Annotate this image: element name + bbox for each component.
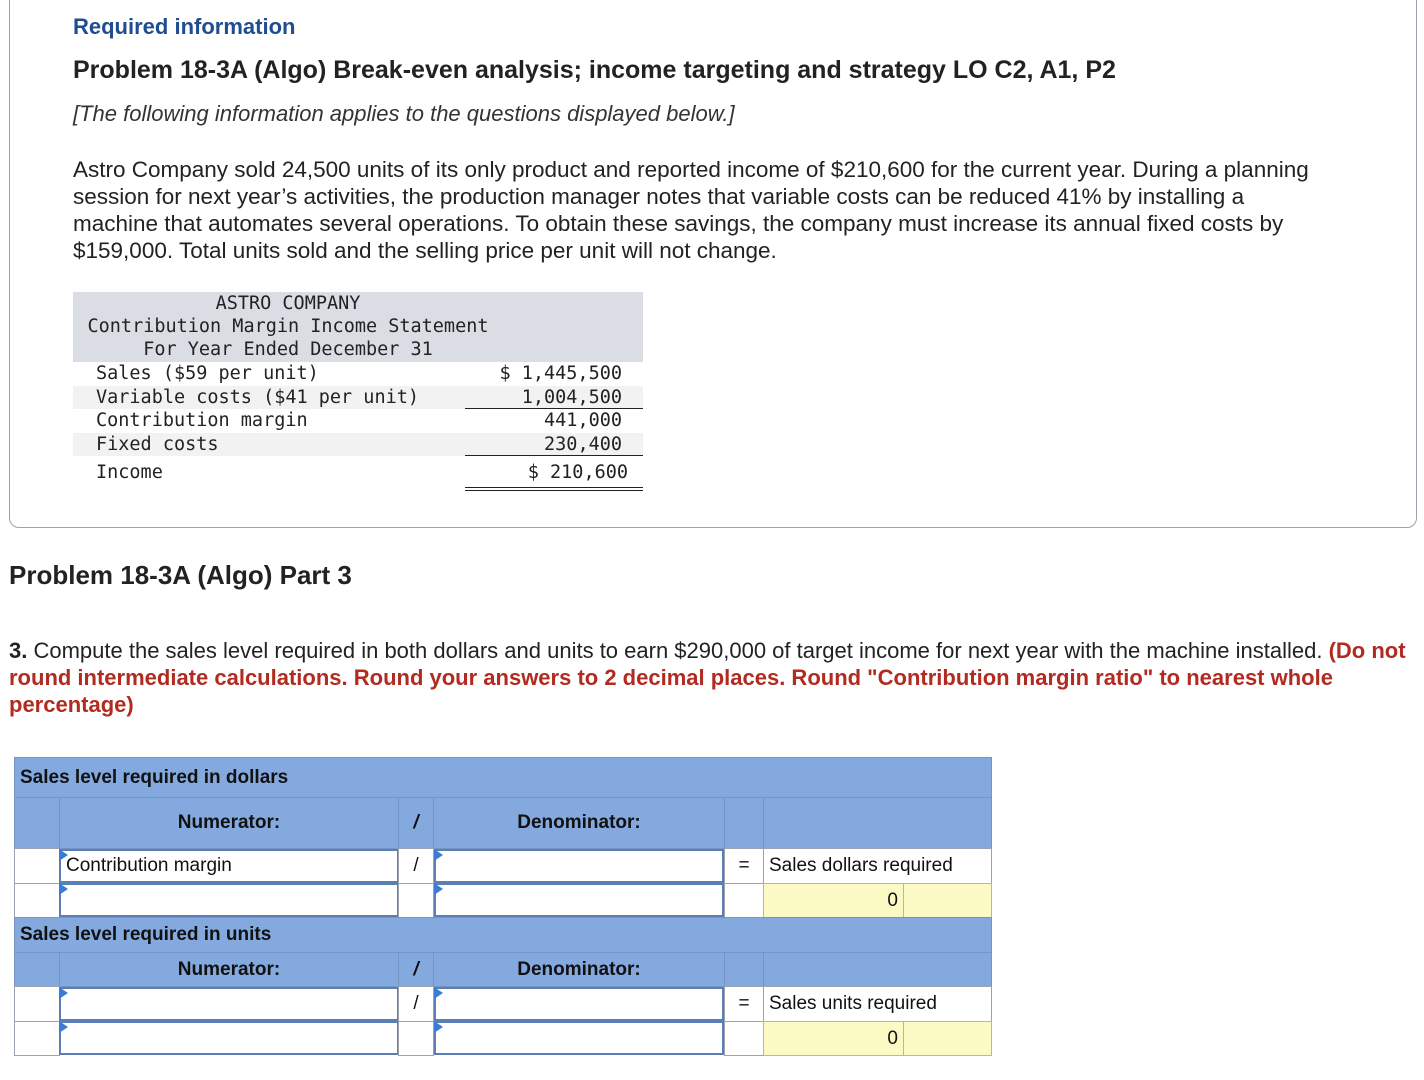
question-body: Compute the sales level required in both dollars and units to earn $290,000 of target income for next year with the machine installed. [27, 638, 1329, 663]
divide-symbol: / [413, 812, 419, 833]
underline [465, 455, 643, 456]
statement-label: Income [96, 462, 163, 483]
statement-label: Variable costs ($41 per unit) [96, 386, 420, 408]
problem-paragraph: Astro Company sold 24,500 units of its only product and reported income of $210,600 for the current year. During a planning session for next year’s activities, the production manager notes that variable costs can be reduced 41% by installing a machine that automates several operations. To obtain these savings, the company must increase its annual fixed costs by $159,000. Total units sold and the selling price per unit will not change. [73, 157, 1309, 263]
dropdown-marker-icon [434, 849, 443, 861]
units-result-label-cell [763, 986, 992, 1022]
dollars-denominator-amount-input[interactable] [434, 883, 724, 917]
required-information-heading: Required information [73, 14, 296, 39]
statement-row-contribution-margin [73, 409, 643, 433]
blank-cell [14, 848, 60, 884]
dropdown-marker-icon [59, 987, 68, 999]
statement-row-variable-costs [73, 386, 643, 410]
divide-cell [398, 848, 434, 884]
income-statement [73, 292, 643, 485]
dollars-denominator-select[interactable] [434, 849, 724, 883]
dollars-numerator-value: Contribution margin [66, 855, 232, 876]
divide-cell [398, 986, 434, 1022]
blank-cell [763, 797, 992, 849]
dollars-section-header [14, 757, 992, 798]
units-section-header [14, 917, 992, 953]
equals-cell [724, 848, 764, 884]
units-numerator-select[interactable] [59, 987, 399, 1021]
blank-cell [14, 952, 60, 987]
divide-header [398, 952, 434, 987]
dollars-result-number: 0 [887, 889, 898, 911]
units-result-number: 0 [887, 1027, 898, 1049]
units-numerator-amount-input[interactable] [59, 1021, 399, 1055]
divide-header [398, 797, 434, 849]
dollars-section-label: Sales level required in dollars [20, 766, 289, 788]
part-title: Problem 18-3A (Algo) Part 3 [9, 560, 352, 590]
denominator-header-label: Denominator: [517, 812, 641, 833]
dropdown-marker-icon [434, 987, 443, 999]
blank-cell [14, 797, 60, 849]
blank-cell [724, 952, 764, 987]
divide-symbol: / [413, 855, 419, 876]
statement-row-fixed-costs [73, 433, 643, 457]
units-result-label: Sales units required [769, 993, 937, 1014]
units-denominator-amount-input[interactable] [434, 1021, 724, 1055]
statement-amount: $ 1,445,500 [499, 363, 622, 384]
divide-symbol: / [413, 993, 419, 1014]
worksheet-grid [14, 757, 992, 1056]
input-marker-icon [434, 883, 443, 895]
statement-period: For Year Ended December 31 [143, 339, 433, 360]
dollars-numerator-amount-input[interactable] [59, 883, 399, 917]
denominator-header-label: Denominator: [517, 958, 641, 980]
blank-cell [724, 797, 764, 849]
statement-row-sales [73, 362, 643, 386]
input-marker-icon [59, 1021, 68, 1033]
input-marker-icon [59, 883, 68, 895]
units-section-label: Sales level required in units [20, 924, 272, 945]
statement-label: Contribution margin [96, 410, 308, 431]
blank-cell [14, 1021, 60, 1056]
numerator-header-label: Numerator: [177, 958, 281, 980]
denominator-header [433, 952, 725, 987]
double-underline [465, 487, 643, 491]
equals-symbol: = [738, 855, 750, 876]
blank-cell [14, 986, 60, 1022]
statement-amount: 441,000 [544, 410, 622, 431]
divide-symbol: / [413, 958, 419, 980]
numerator-header-label: Numerator: [177, 812, 281, 833]
statement-label: Sales ($59 per unit) [96, 363, 319, 384]
statement-row-income [73, 461, 643, 485]
statement-amount: 230,400 [544, 433, 622, 455]
equals-symbol: = [738, 993, 750, 1014]
dollars-result-value [763, 883, 904, 918]
rounding-instruction: (Do not round intermediate calculations. Round your answers to 2 decimal places. Round "Contribution margin ratio" to nearest whole percentage) [9, 638, 1406, 717]
problem-title: Problem 18-3A (Algo) Break-even analysis; income targeting and strategy LO C2, A1, P2 [73, 56, 1116, 84]
blank-cell [724, 883, 764, 918]
dollars-result-label: Sales dollars required [769, 855, 953, 876]
statement-header [73, 292, 643, 362]
equals-cell [724, 986, 764, 1022]
units-result-value [763, 1021, 904, 1056]
result-pad-cell [903, 883, 992, 918]
denominator-header [433, 797, 725, 849]
input-marker-icon [434, 1021, 443, 1033]
statement-title: Contribution Margin Income Statement [87, 316, 489, 337]
blank-cell [14, 883, 60, 918]
statement-amount: 1,004,500 [521, 386, 622, 408]
dollars-numerator-select[interactable] [59, 849, 399, 883]
dollars-result-label-cell [763, 848, 992, 884]
applies-note: [The following information applies to the questions displayed below.] [73, 101, 735, 126]
numerator-header [59, 797, 399, 849]
units-denominator-select[interactable] [434, 987, 724, 1021]
blank-cell [398, 1021, 434, 1056]
blank-cell [724, 1021, 764, 1056]
numerator-header [59, 952, 399, 987]
dropdown-marker-icon [59, 849, 68, 861]
blank-cell [763, 952, 992, 987]
statement-company: ASTRO COMPANY [215, 293, 361, 314]
blank-cell [398, 883, 434, 918]
question-text [9, 637, 1409, 718]
result-pad-cell [903, 1021, 992, 1056]
statement-amount: $ 210,600 [527, 462, 628, 483]
statement-label: Fixed costs [96, 433, 219, 455]
question-number: 3. [9, 638, 28, 663]
